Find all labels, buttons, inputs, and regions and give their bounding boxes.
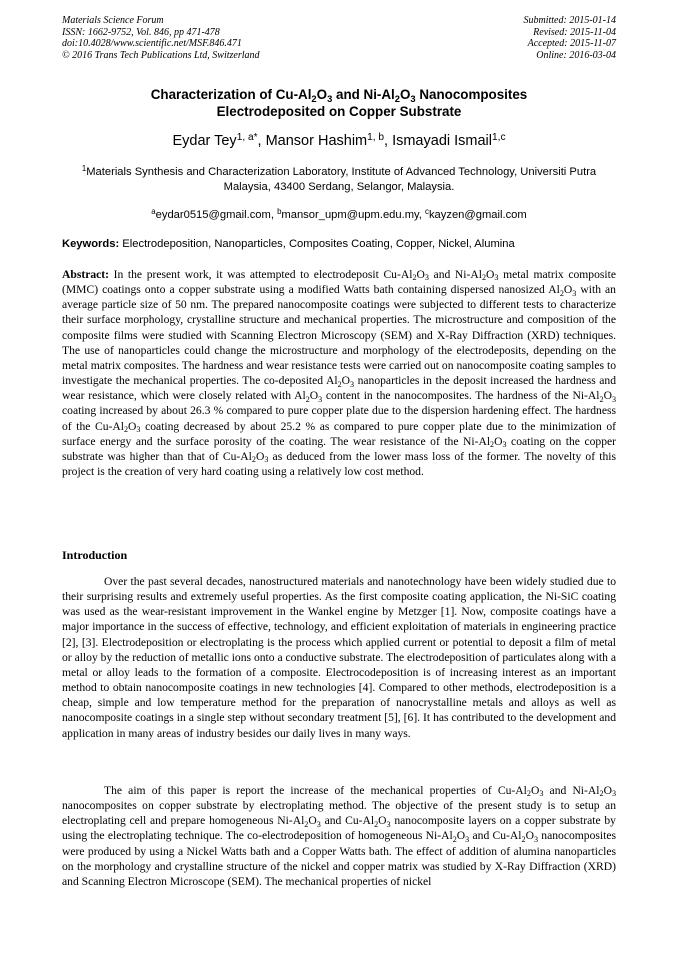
separator: , [257,133,266,149]
subscript: 3 [350,379,355,389]
text-run: and Cu-Al [469,829,522,843]
subscript: 2 [305,394,310,404]
title-part: O [316,87,328,102]
text-run: and Cu-Al [320,814,375,828]
text-run: nanocomposites on copper substrate by electroplating method. The objective of the present study is to setup an electroplating cell and prepare homogeneous Ni-Al [62,799,616,828]
text-run: nanocomposite layers on a copper substrate by using the electroplating technique. The co-electrodeposition of homogeneous Ni-Al [62,814,616,843]
subscript: 2 [599,789,604,799]
subscript: 3 [264,455,269,465]
affil-mark: 1 [81,164,87,174]
copyright: © 2016 Trans Tech Publications Ltd, Switzerland [62,49,260,61]
author-affil-mark: 1, a* [236,132,258,144]
keywords-label: Keywords: [62,238,120,250]
abstract-label: Abstract: [62,268,110,281]
subscript: 3 [327,93,333,104]
separator: , [384,133,393,149]
subscript: 2 [374,819,379,829]
author-name: Eydar Tey [172,133,237,149]
subscript: 3 [386,819,391,829]
author-emails [40,208,638,222]
section-heading-introduction: Introduction [62,548,128,562]
email-mark: a [151,207,156,217]
subscript: 2 [490,440,495,450]
title-part: O [400,87,411,102]
journal-info [62,15,260,61]
subscript: 2 [337,379,342,389]
subscript: 2 [521,834,526,844]
subscript: 3 [572,288,577,298]
email-mark: b [277,207,282,217]
text-run: metal matrix composite (MMC) coatings onto a copper substrate using a modified Watts bath containing dispersed nanosized Al [62,268,616,297]
subscript: 2 [599,394,604,404]
intro-paragraph-1: Over the past several decades, nanostructured materials and nanotechnology have been widely studied due to their surprising results and extremely useful properties. As the first composite coating application, the Ni-SiC coating was used as the wear-resistant improvement in the Wankel engine by Metzger [1]. Now, composite coatings have a major importance in the success of effective, technology, and efficient exploitation of materials in engineering practice [2], [3]. Electrodeposition or electroplating is the process which applied current or potential to deposit a film of metal or alloy by the reduction of metallic ions onto a conductive substrate. The electrodeposition of particulates along with a metal or alloy leads to the formation of a composite. Electrocodeposition is of increasing interest as an important method to obtain nanocomposite coatings in new technologies [4]. Compared to other methods, electrodeposition is a cheap, simple and low temperature method for the preparation of nanocrystalline metals and alloys as well as nanocomposite coatings in a single step without secondary treatment [5], [6]. It has contributed to the development and application in many areas of industry besides our daily lives in many ways. [62,575,616,740]
subscript: 2 [304,819,309,829]
revised-date: Revised: 2015-11-04 [533,26,616,38]
affiliation-text: Materials Synthesis and Characterization Laboratory, Institute of Advanced Technology, Universiti Putra Malaysia, 43400 Serdang, Selangor, Malaysia. [86,166,597,193]
text-run: content in the nanocomposites. The hardness of the Ni-Al [322,389,600,403]
text-run: nanocomposites were produced by using a Nickel Watts bath and a Copper Watts bath. The effect of addition of alumina nanoparticles on the morphology and crystalline structure of the nickel and copper matrix was studied by X-Ray Diffraction (XRD) and Scanning Electron Microscope (SEM). The mechanical properties of nickel [62,829,616,888]
author-name: Ismayadi Ismail [392,133,492,149]
email-address: mansor_upm@upm.edu.my, [281,209,426,221]
text-run: coating increased by about 26.3 % compared to pure copper plate due to the dispersion hardening effect. The hardness of the Cu-Al [62,404,616,433]
text-run: as deduced from the lower mass loss of the former. The novelty of this project is the creation of very hard coating using a relatively low cost method. [62,449,616,479]
text-run: The aim of this paper is report the increase of the mechanical properties of Cu-Al [104,784,527,797]
title-line-2: Electrodeposited on Copper Substrate [216,104,462,119]
subscript: 2 [452,834,457,844]
author-name: Mansor Hashim [265,133,368,149]
subscript: 3 [410,93,416,104]
subscript: 2 [559,288,564,298]
subscript: 2 [311,93,317,104]
affiliation [62,165,616,194]
author-affil-mark: 1, b [367,132,385,144]
accepted-date: Accepted: 2015-11-07 [527,38,616,49]
online-date: Online: 2016-03-04 [536,49,616,61]
email-mark: c [425,207,429,217]
author-affil-mark: 1,c [492,132,506,144]
doi: doi:10.4028/www.scientific.net/MSF.846.471 [62,38,242,49]
subscript: 3 [539,789,544,799]
subscript: 3 [611,789,616,799]
title-part: Characterization of Cu-Al [150,87,312,102]
title-line-1 [40,86,638,103]
subscript: 3 [611,394,616,404]
subscript: 3 [424,273,429,283]
text-run: coating decreased by about 25.2 % as compared to pure copper plate due to the minimization of surface energy and the surface porosity of the coating. The wear resistance of the Ni-Al [62,419,616,448]
issn: ISSN: 1662-9752, Vol. 846, pp 471-478 [62,26,220,38]
subscript: 3 [533,834,539,844]
text-run: and Ni-Al [543,784,600,797]
author-list [40,132,638,150]
dates-info [524,15,617,61]
subscript: 3 [318,394,323,404]
subscript: 2 [481,273,487,283]
paper-title [40,86,638,120]
subscript: 3 [316,819,321,829]
subscript: 3 [502,440,507,450]
text-run: with an average particle size of 50 nm. The prepared nanocomposite coatings were subjected to different tests to characterize their surface morphology, crystalline structure and mechanical properties. The microstructure and composition of the composite films were studied with Scanning Electron Microscopy (SEM) and X-Ray Diffraction (XRD) techniques. The use of nanoparticles could change the microstructure and morphology of the electrodeposits, depending on the metal matrix composites. The hardness and wear resistance tests were carried out on nanocomposite coating samples to investigate the mechanical properties. The co-deposited Al [62,283,616,388]
subscript: 3 [494,273,499,283]
email-address: eydar0515@gmail.com, [155,209,278,221]
email-address: kayzen@gmail.com [428,209,527,221]
journal-name: Materials Science Forum [62,15,164,26]
subscript: 3 [136,424,141,434]
keywords [62,237,616,251]
subscript: 2 [412,273,417,283]
keywords-text: Electrodeposition, Nanoparticles, Composites Coating, Copper, Nickel, Alumina [119,238,515,250]
text-run: nanoparticles in the deposit increased the hardness and wear resistance, which were closely related with Al [62,374,616,403]
subscript: 2 [394,93,400,104]
title-part: Nanocomposites [415,87,528,102]
text-run: In the present work, it was attempted to electrodeposit Cu-Al [109,268,413,281]
submitted-date: Submitted: 2015-01-14 [523,15,616,26]
intro-paragraph-2: The aim of this paper is report the increase of the mechanical properties of $Cu-Al_2O_3$ and $Ni-Al_2O_3$ nanocomposites on copper substrate by electroplating method. The objective of the present study is to setup an electroplating cell and prepare homogeneous $Ni-Al_2O_3$ and $Cu-Al_2O_3$ nanocomposite layers on a copper substrate by using the electroplating technique. The co-electrodeposition of homogeneous $Ni-Al_2O_3$ and $Cu-Al_2O_3$ nanocomposites were produced by using a Nickel Watts bath and a Copper Watts bath. The effect of addition of alumina nanoparticles on the morphology and crystalline structure of the nickel and copper matrix was studied by X-Ray Diffraction (XRD) and Scanning Electron Microscope (SEM). The mechanical properties of nickel [62,784,616,888]
subscript: 2 [251,455,256,465]
subscript: 3 [465,834,470,844]
text-run: coating on the copper substrate was higher than that of Cu-Al [62,434,616,463]
abstract: Abstract: In the present work, it was attempted to electrodeposit $Cu-Al_2O_3$ and $Ni-Al_2O_3$ metal matrix composite (MMC) coatings onto a copper substrate using a modified Watts bath containing dispersed nanosized $Al_2O_3$ with an average particle size of 50 nm. The prepared nanocomposite coatings were subjected to different tests to characterize their surface morphology, crystalline structure and mechanical properties. The microstructure and composition of the composite films were studied with Scanning Electron Microscopy (SEM) and X-Ray Diffraction (XRD) techniques. The use of nanoparticles could change the microstructure and morphology of the electrodeposits, depending on the metal matrix composites. The hardness and wear resistance tests were carried out on nanocomposite coating samples to investigate the mechanical properties. The co-deposited $Al_2O_3$ nanoparticles in the deposit increased the hardness and wear resistance, which were closely related with $Al_2O_3$ content in the nanocomposites. The hardness of the $Ni-Al_2O_3$ coating increased by about 26.3 % compared to pure copper plate due to the dispersion hardening effect. The hardness of the $Cu-Al_2O_3$ coating decreased by about 25.2 % as compared to pure copper plate due to the minimization of surface energy and the surface porosity of the coating. The wear resistance of the $Ni-Al_2O_3$ coating on the copper substrate was higher than that of $Cu-Al_2O_3$ as deduced from the lower mass loss of the former. The novelty of this project is the creation of very hard coating using a relatively low cost method. [62,268,616,479]
subscript: 2 [123,424,129,434]
subscript: 2 [526,789,531,799]
text-run: and Ni-Al [428,268,482,281]
title-part: and Ni-Al [332,87,395,102]
